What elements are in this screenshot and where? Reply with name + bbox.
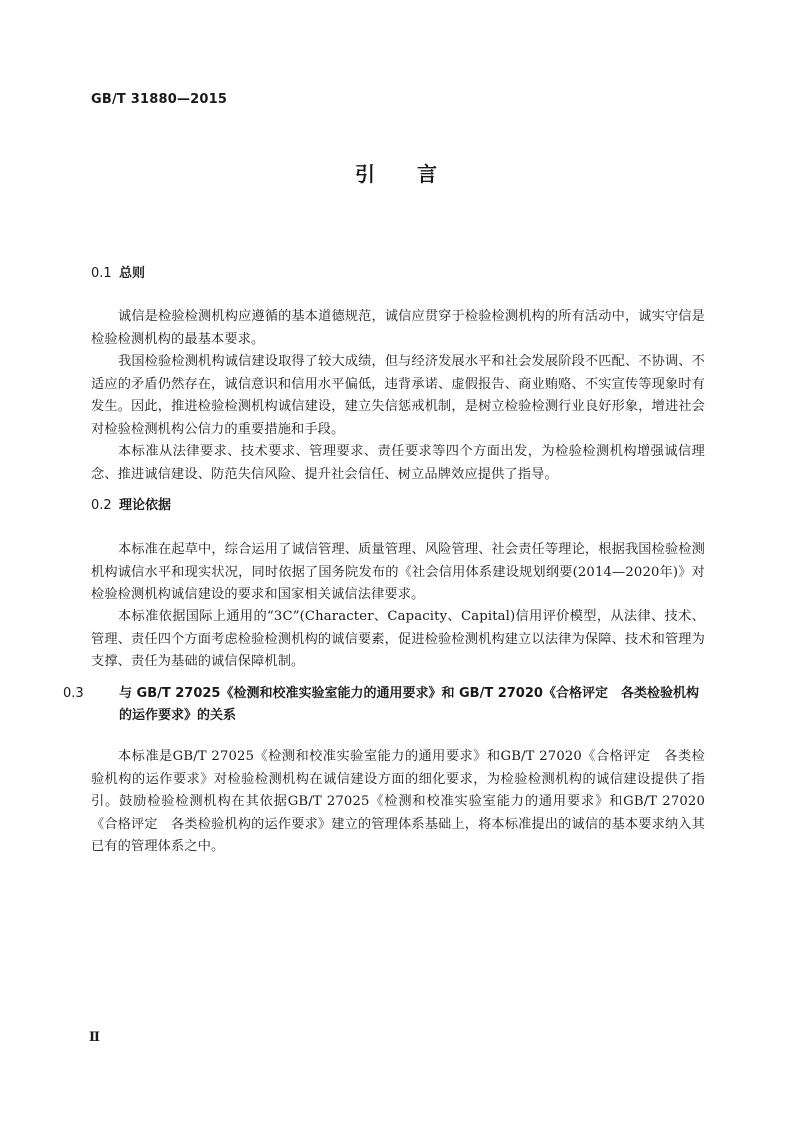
section-title: 理论依据 [119, 498, 172, 513]
section-heading-0-2 [91, 495, 705, 517]
section-title: 总则 [119, 266, 146, 281]
page-title [0, 158, 794, 187]
paragraph: 本标准从法律要求、技术要求、管理要求、责任要求等四个方面出发，为检验检测机构增强诚信理念、推进诚信建设、防范失信风险、提升社会信任、树立品牌效应提供了指导。 [91, 444, 705, 482]
section-title: 与 GB/T 27025《检测和校准实验室能力的通用要求》和 GB/T 27020《合格评定 各类检验机构的运作要求》的关系 [119, 686, 699, 723]
section-heading-0-1 [91, 263, 705, 285]
section-number: 0.3 [63, 686, 84, 701]
standard-code: GB/T 31880—2015 [91, 92, 228, 107]
paragraph: 诚信是检验检测机构应遵循的基本道德规范，诚信应贯穿于检验检测机构的所有活动中，诚实守信是检验检测机构的最基本要求。 [91, 309, 705, 347]
section-heading-0-3 [63, 683, 705, 727]
section-number: 0.1 [91, 266, 112, 281]
section-number: 0.2 [91, 498, 112, 513]
paragraph: 我国检验检测机构诚信建设取得了较大成绩，但与经济发展水平和社会发展阶段不匹配、不协调、不适应的矛盾仍然存在，诚信意识和信用水平偏低，违背承诺、虚假报告、商业贿赂、不实宣传等现象时有发生。因此，推进检验检测机构诚信建设，建立失信惩戒机制，是树立检验检测行业良好形象，增进社会对检验检测机构公信力的重要措施和手段。 [91, 354, 705, 437]
paragraph: 本标准依据国际上通用的“3C”(Character、Capacity、Capital)信用评价模型，从法律、技术、管理、责任四个方面考虑检验检测机构的诚信要素，促进检验检测机构建立以法律为保障、技术和管理为支撑、责任为基础的诚信保障机制。 [91, 609, 705, 669]
paragraph: 本标准是GB/T 27025《检测和校准实验室能力的通用要求》和GB/T 27020《合格评定 各类检验机构的运作要求》对检验检测机构在诚信建设方面的细化要求，为检验检测机构的诚信建设提供了指引。鼓励检验检测机构在其依据GB/T 27025《检测和校准实验室能力的通用要求》和GB/T 27020《合格评定 各类检验机构的运作要求》建立的管理体系基础上，将本标准提出的诚信的基本要求纳入其已有的管理体系之中。 [91, 749, 705, 854]
page-number: Ⅱ [89, 1030, 100, 1045]
paragraph: 本标准在起草中，综合运用了诚信管理、质量管理、风险管理、社会责任等理论，根据我国检验检测机构诚信水平和现实状况，同时依据了国务院发布的《社会信用体系建设规划纲要(2014—2020年)》对检验检测机构诚信建设的要求和国家相关诚信法律要求。 [91, 542, 705, 602]
title-char-1: 引 [355, 162, 377, 186]
title-char-2: 言 [417, 162, 439, 186]
